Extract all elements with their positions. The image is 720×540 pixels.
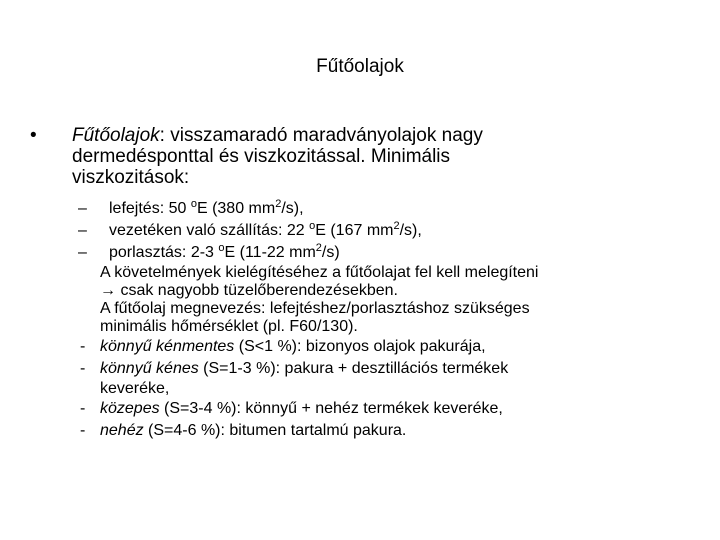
main-bullet xyxy=(30,125,700,188)
para-line-1: A követelmények kielégítéséhez a fűtőolajat fel kell melegíteni xyxy=(100,264,539,281)
dash-marker: – xyxy=(78,222,87,239)
item-text: /s), xyxy=(399,222,422,239)
main-line-2: dermedésponttal és viszkozitással. Minimális xyxy=(72,146,451,167)
oil-type-desc: (S=3-4 %): könnyű + nehéz termékek keveréke, xyxy=(159,400,503,417)
hyphen-marker: - xyxy=(80,400,86,417)
oil-type-term: közepes xyxy=(100,400,160,417)
viscosity-item xyxy=(78,220,698,242)
sub-list xyxy=(78,198,698,442)
main-bullet-text xyxy=(72,125,692,188)
item-text: lefejtés: 50 xyxy=(109,200,191,217)
main-line-1-rest: : visszamaradó maradványolajok nagy xyxy=(159,125,483,146)
exponent-sup: 2 xyxy=(393,220,400,232)
item-text: porlasztás: 2-3 xyxy=(109,244,219,261)
hyphen-marker: - xyxy=(80,422,86,439)
oil-type-item xyxy=(78,398,698,420)
oil-type-desc: (S=1-3 %): pakura + desztillációs termékek xyxy=(198,360,509,377)
oil-type-continuation: keveréke, xyxy=(100,380,170,397)
requirements-paragraph xyxy=(80,264,698,300)
dash-marker: – xyxy=(78,244,87,261)
exponent-sup: 2 xyxy=(315,242,322,254)
item-text: E (380 mm xyxy=(196,200,276,217)
oil-type-item xyxy=(78,420,698,442)
degree-sup: o xyxy=(190,198,197,210)
dash-marker: – xyxy=(78,200,87,217)
item-text: /s) xyxy=(321,244,340,261)
bullet-marker: • xyxy=(30,125,37,146)
para-line-2: → csak nagyobb tüzelőberendezésekben. xyxy=(100,282,398,299)
item-text: vezetéken való szállítás: 22 xyxy=(109,222,310,239)
viscosity-item xyxy=(78,242,698,264)
item-text: /s), xyxy=(281,200,304,217)
oil-type-desc: (S=4-6 %): bitumen tartalmú pakura. xyxy=(143,422,407,439)
oil-type-item xyxy=(78,358,698,398)
oil-type-term: könnyű kénmentes xyxy=(100,338,235,355)
main-line-1 xyxy=(72,125,692,146)
degree-sup: o xyxy=(309,220,316,232)
oil-type-desc: (S<1 %): bizonyos olajok pakurája, xyxy=(234,338,486,355)
hyphen-marker: - xyxy=(80,360,86,377)
naming-paragraph xyxy=(80,300,698,336)
viscosity-item xyxy=(78,198,698,220)
main-line-3: viszkozitások: xyxy=(72,167,190,188)
degree-sup: o xyxy=(218,242,225,254)
slide-title: Fűtőolajok xyxy=(316,56,404,77)
exponent-sup: 2 xyxy=(275,198,282,210)
oil-type-term: könnyű kénes xyxy=(100,360,199,377)
hyphen-marker: - xyxy=(80,338,86,355)
para-line-1: A fűtőolaj megnevezés: lefejtéshez/porlasztáshoz szükséges xyxy=(100,300,530,317)
oil-type-term: nehéz xyxy=(100,422,144,439)
item-text: E (167 mm xyxy=(315,222,394,239)
item-text: E (11-22 mm xyxy=(224,244,316,261)
oil-type-item xyxy=(78,336,698,358)
para-line-2: minimális hőmérséklet (pl. F60/130). xyxy=(100,318,358,335)
main-term: Fűtőolajok xyxy=(72,125,160,146)
